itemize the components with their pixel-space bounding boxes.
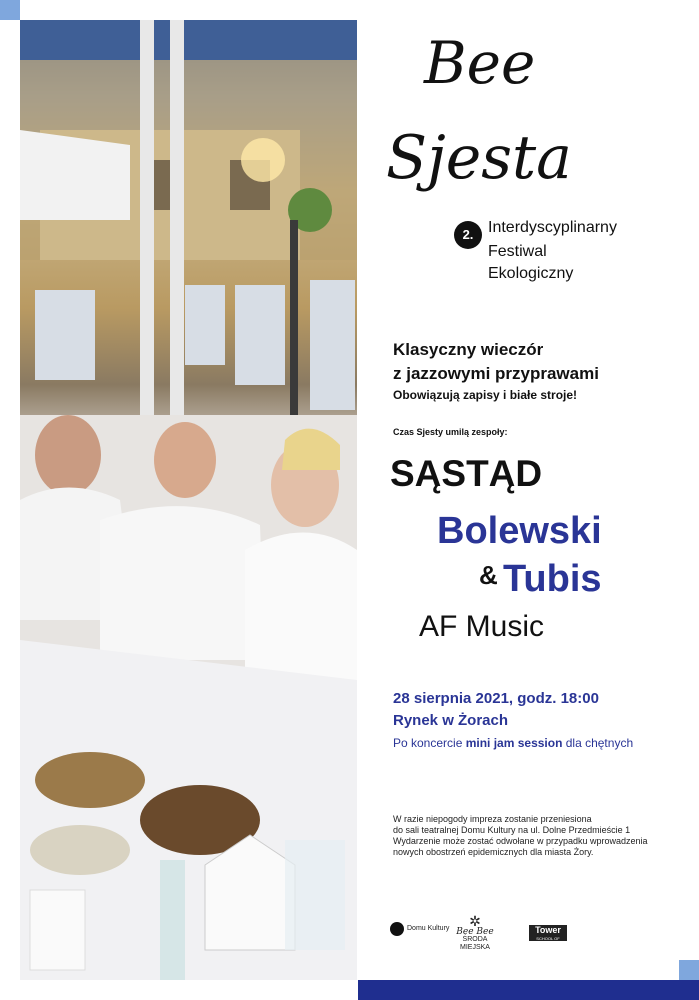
jam-text-bold: mini jam session: [465, 736, 563, 750]
event-photo: [20, 20, 357, 980]
dom-kultury-logo-text: Domu Kultury: [407, 925, 450, 932]
jam-text-before: Po koncercie: [393, 736, 466, 750]
bee-bee-logo-sub: ŚRODA MIEJSKA: [460, 936, 490, 951]
event-photo-illustration: [20, 20, 357, 980]
subtitle-line-3: Ekologiczny: [488, 265, 574, 282]
notice-line-3: Wydarzenie może zostać odwołane w przypadku wprowadzenia: [393, 836, 648, 846]
event-date: 28 sierpnia 2021, godz. 18:00: [393, 690, 599, 707]
notice-line-4: nowych obostrzeń epidemicznych dla miasta Żory.: [393, 847, 594, 857]
bee-bee-logo-name: Bee Bee: [456, 927, 494, 937]
logo-tower: [529, 925, 567, 946]
corner-square-bottom-right: [679, 960, 699, 980]
logo-dom-kultury: [390, 922, 449, 936]
band-bolewski: Bolewski: [437, 510, 602, 552]
tower-logo-sub: SCHOOL OF ENGLISH: [536, 936, 560, 946]
event-place: Rynek w Żorach: [393, 712, 509, 729]
band-sastad: SĄSTĄD: [390, 453, 543, 494]
band-af-music: AF Music: [419, 610, 545, 643]
tagline-dress-code: Obowiązują zapisy i białe stroje!: [393, 388, 578, 402]
jam-session-note: [393, 736, 633, 750]
edition-badge: 2.: [454, 221, 482, 249]
corner-square-top-left: [0, 0, 20, 20]
tagline-line-2: z jazzowymi przyprawami: [393, 364, 599, 383]
logo-bee-bee: [455, 914, 495, 952]
tagline-line-1: Klasyczny wieczór: [393, 340, 544, 359]
weather-notice: [393, 814, 693, 858]
bottom-accent-bar: [358, 980, 699, 1000]
festival-title-sjesta: Sjesta: [386, 123, 572, 193]
band-tubis: Tubis: [503, 558, 602, 600]
subtitle-line-1: Interdyscyplinarny: [488, 219, 617, 236]
jam-text-after: dla chętnych: [562, 736, 634, 750]
notice-line-1: W razie niepogody impreza zostanie przeniesiona: [393, 814, 592, 824]
bee-icon: ✲: [469, 913, 481, 929]
band-ampersand: &: [479, 560, 498, 590]
festival-title-bee: Bee: [424, 29, 536, 97]
tower-logo-name: Tower: [535, 925, 561, 935]
dom-kultury-logo-icon: [390, 922, 404, 936]
bands-intro: Czas Sjesty umilą zespoły:: [393, 427, 508, 437]
subtitle-line-2: Festiwal: [488, 243, 547, 260]
notice-line-2: do sali teatralnej Domu Kultury na ul. Dolne Przedmieście 1: [393, 825, 631, 835]
